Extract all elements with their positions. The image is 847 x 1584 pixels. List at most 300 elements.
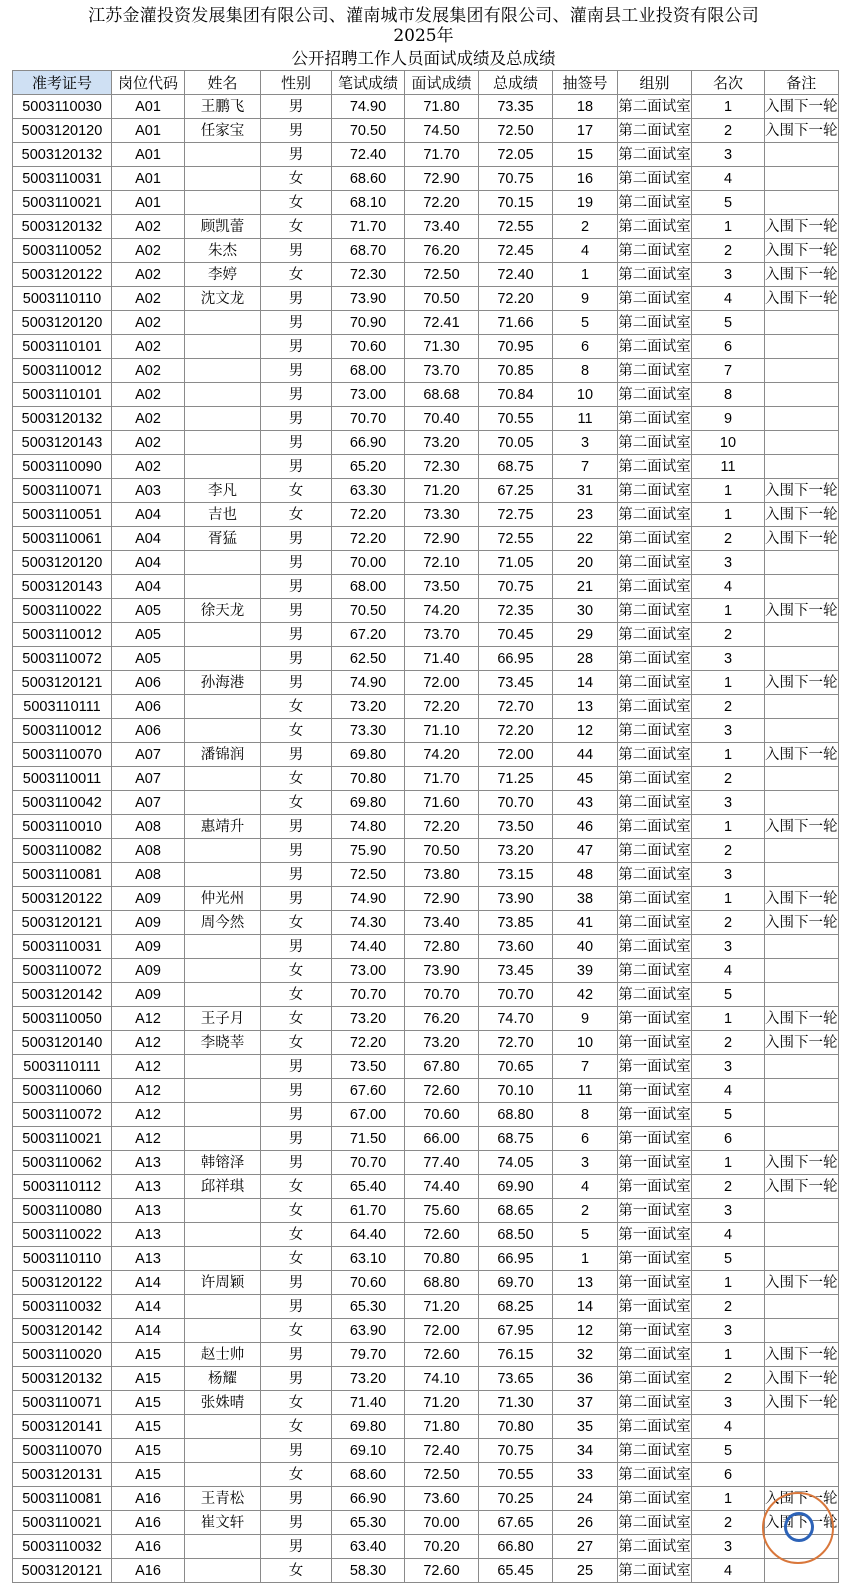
cell-total-score[interactable]: 70.25: [479, 1487, 553, 1511]
cell-gender[interactable]: 男: [261, 527, 332, 551]
cell-interview-score[interactable]: 70.50: [405, 287, 479, 311]
cell-group[interactable]: 第二面试室: [618, 1487, 692, 1511]
cell-remarks[interactable]: [765, 191, 839, 215]
cell-interview-score[interactable]: 71.40: [405, 647, 479, 671]
cell-group[interactable]: 第二面试室: [618, 671, 692, 695]
cell-interview-score[interactable]: 71.20: [405, 1391, 479, 1415]
cell-total-score[interactable]: 71.66: [479, 311, 553, 335]
cell-name[interactable]: [185, 1295, 261, 1319]
cell-written-score[interactable]: 73.00: [332, 959, 405, 983]
cell-name[interactable]: [185, 431, 261, 455]
cell-total-score[interactable]: 67.65: [479, 1511, 553, 1535]
cell-total-score[interactable]: 74.70: [479, 1007, 553, 1031]
cell-position-code[interactable]: A02: [112, 239, 185, 263]
cell-position-code[interactable]: A08: [112, 815, 185, 839]
cell-name[interactable]: 李凡: [185, 479, 261, 503]
cell-rank[interactable]: 3: [692, 935, 765, 959]
cell-written-score[interactable]: 73.90: [332, 287, 405, 311]
cell-rank[interactable]: 3: [692, 863, 765, 887]
cell-draw-number[interactable]: 13: [553, 1271, 618, 1295]
cell-interview-score[interactable]: 70.00: [405, 1511, 479, 1535]
cell-rank[interactable]: 2: [692, 1031, 765, 1055]
cell-total-score[interactable]: 72.45: [479, 239, 553, 263]
cell-remarks[interactable]: [765, 551, 839, 575]
cell-draw-number[interactable]: 4: [553, 1175, 618, 1199]
cell-rank[interactable]: 1: [692, 887, 765, 911]
cell-position-code[interactable]: A01: [112, 167, 185, 191]
cell-gender[interactable]: 女: [261, 167, 332, 191]
cell-total-score[interactable]: 70.75: [479, 575, 553, 599]
cell-draw-number[interactable]: 2: [553, 1199, 618, 1223]
cell-name[interactable]: [185, 1199, 261, 1223]
cell-name[interactable]: 王鹏飞: [185, 95, 261, 119]
cell-name[interactable]: 朱杰: [185, 239, 261, 263]
cell-name[interactable]: 王子月: [185, 1007, 261, 1031]
cell-gender[interactable]: 女: [261, 959, 332, 983]
cell-exam-number[interactable]: 5003110111: [13, 695, 112, 719]
cell-written-score[interactable]: 70.90: [332, 311, 405, 335]
cell-interview-score[interactable]: 73.70: [405, 623, 479, 647]
cell-interview-score[interactable]: 72.00: [405, 1319, 479, 1343]
cell-draw-number[interactable]: 2: [553, 215, 618, 239]
cell-written-score[interactable]: 71.70: [332, 215, 405, 239]
cell-group[interactable]: 第二面试室: [618, 191, 692, 215]
cell-written-score[interactable]: 69.80: [332, 743, 405, 767]
cell-group[interactable]: 第二面试室: [618, 695, 692, 719]
cell-written-score[interactable]: 71.40: [332, 1391, 405, 1415]
cell-written-score[interactable]: 72.30: [332, 263, 405, 287]
cell-gender[interactable]: 男: [261, 1343, 332, 1367]
cell-group[interactable]: 第二面试室: [618, 767, 692, 791]
cell-draw-number[interactable]: 11: [553, 407, 618, 431]
cell-interview-score[interactable]: 72.10: [405, 551, 479, 575]
cell-remarks[interactable]: [765, 1103, 839, 1127]
cell-exam-number[interactable]: 5003110080: [13, 1199, 112, 1223]
cell-exam-number[interactable]: 5003110090: [13, 455, 112, 479]
cell-name[interactable]: [185, 191, 261, 215]
cell-total-score[interactable]: 73.20: [479, 839, 553, 863]
cell-position-code[interactable]: A02: [112, 383, 185, 407]
cell-group[interactable]: 第二面试室: [618, 1463, 692, 1487]
cell-exam-number[interactable]: 5003110070: [13, 743, 112, 767]
cell-written-score[interactable]: 74.90: [332, 887, 405, 911]
cell-name[interactable]: [185, 1415, 261, 1439]
cell-total-score[interactable]: 69.70: [479, 1271, 553, 1295]
cell-gender[interactable]: 女: [261, 1463, 332, 1487]
cell-gender[interactable]: 男: [261, 383, 332, 407]
cell-remarks[interactable]: [765, 1463, 839, 1487]
cell-interview-score[interactable]: 68.80: [405, 1271, 479, 1295]
cell-position-code[interactable]: A09: [112, 959, 185, 983]
cell-position-code[interactable]: A04: [112, 551, 185, 575]
cell-rank[interactable]: 2: [692, 1175, 765, 1199]
cell-written-score[interactable]: 68.00: [332, 359, 405, 383]
cell-remarks[interactable]: [765, 863, 839, 887]
cell-name[interactable]: 杨耀: [185, 1367, 261, 1391]
cell-group[interactable]: 第二面试室: [618, 479, 692, 503]
cell-draw-number[interactable]: 14: [553, 1295, 618, 1319]
cell-remarks[interactable]: 入围下一轮: [765, 815, 839, 839]
cell-group[interactable]: 第一面试室: [618, 1271, 692, 1295]
cell-rank[interactable]: 4: [692, 167, 765, 191]
cell-interview-score[interactable]: 73.70: [405, 359, 479, 383]
cell-written-score[interactable]: 73.50: [332, 1055, 405, 1079]
cell-gender[interactable]: 男: [261, 815, 332, 839]
cell-exam-number[interactable]: 5003120120: [13, 551, 112, 575]
cell-interview-score[interactable]: 71.10: [405, 719, 479, 743]
cell-gender[interactable]: 男: [261, 407, 332, 431]
cell-total-score[interactable]: 76.15: [479, 1343, 553, 1367]
cell-total-score[interactable]: 68.65: [479, 1199, 553, 1223]
cell-gender[interactable]: 女: [261, 1247, 332, 1271]
cell-rank[interactable]: 5: [692, 191, 765, 215]
cell-remarks[interactable]: 入围下一轮: [765, 1367, 839, 1391]
cell-position-code[interactable]: A13: [112, 1223, 185, 1247]
cell-name[interactable]: [185, 311, 261, 335]
cell-rank[interactable]: 3: [692, 551, 765, 575]
cell-remarks[interactable]: [765, 1319, 839, 1343]
cell-written-score[interactable]: 69.10: [332, 1439, 405, 1463]
cell-exam-number[interactable]: 5003120121: [13, 911, 112, 935]
cell-name[interactable]: [185, 383, 261, 407]
cell-remarks[interactable]: 入围下一轮: [765, 95, 839, 119]
cell-remarks[interactable]: [765, 1415, 839, 1439]
cell-rank[interactable]: 6: [692, 1463, 765, 1487]
cell-exam-number[interactable]: 5003110072: [13, 647, 112, 671]
cell-draw-number[interactable]: 9: [553, 1007, 618, 1031]
cell-written-score[interactable]: 62.50: [332, 647, 405, 671]
cell-draw-number[interactable]: 10: [553, 383, 618, 407]
cell-exam-number[interactable]: 5003110021: [13, 1511, 112, 1535]
cell-position-code[interactable]: A01: [112, 191, 185, 215]
cell-remarks[interactable]: 入围下一轮: [765, 239, 839, 263]
cell-total-score[interactable]: 72.50: [479, 119, 553, 143]
cell-exam-number[interactable]: 5003110021: [13, 191, 112, 215]
cell-interview-score[interactable]: 72.90: [405, 527, 479, 551]
cell-gender[interactable]: 男: [261, 1511, 332, 1535]
cell-position-code[interactable]: A09: [112, 911, 185, 935]
cell-remarks[interactable]: [765, 575, 839, 599]
cell-group[interactable]: 第一面试室: [618, 1247, 692, 1271]
cell-gender[interactable]: 女: [261, 1415, 332, 1439]
cell-rank[interactable]: 1: [692, 479, 765, 503]
cell-written-score[interactable]: 69.80: [332, 1415, 405, 1439]
cell-name[interactable]: [185, 359, 261, 383]
cell-total-score[interactable]: 70.10: [479, 1079, 553, 1103]
cell-total-score[interactable]: 72.20: [479, 287, 553, 311]
cell-gender[interactable]: 男: [261, 1055, 332, 1079]
cell-interview-score[interactable]: 72.50: [405, 1463, 479, 1487]
cell-remarks[interactable]: 入围下一轮: [765, 1175, 839, 1199]
cell-name[interactable]: [185, 1559, 261, 1583]
cell-total-score[interactable]: 67.25: [479, 479, 553, 503]
cell-interview-score[interactable]: 72.60: [405, 1343, 479, 1367]
cell-remarks[interactable]: [765, 935, 839, 959]
cell-total-score[interactable]: 66.95: [479, 647, 553, 671]
cell-gender[interactable]: 男: [261, 1151, 332, 1175]
cell-exam-number[interactable]: 5003120132: [13, 1367, 112, 1391]
cell-group[interactable]: 第二面试室: [618, 455, 692, 479]
cell-remarks[interactable]: [765, 167, 839, 191]
cell-interview-score[interactable]: 68.68: [405, 383, 479, 407]
cell-group[interactable]: 第二面试室: [618, 839, 692, 863]
cell-draw-number[interactable]: 12: [553, 719, 618, 743]
cell-remarks[interactable]: [765, 383, 839, 407]
cell-gender[interactable]: 女: [261, 263, 332, 287]
cell-exam-number[interactable]: 5003110051: [13, 503, 112, 527]
cell-interview-score[interactable]: 74.10: [405, 1367, 479, 1391]
cell-interview-score[interactable]: 72.41: [405, 311, 479, 335]
cell-position-code[interactable]: A16: [112, 1511, 185, 1535]
cell-interview-score[interactable]: 72.20: [405, 191, 479, 215]
cell-name[interactable]: 许周颖: [185, 1271, 261, 1295]
cell-remarks[interactable]: [765, 647, 839, 671]
cell-rank[interactable]: 3: [692, 719, 765, 743]
cell-draw-number[interactable]: 11: [553, 1079, 618, 1103]
cell-group[interactable]: 第一面试室: [618, 1175, 692, 1199]
cell-name[interactable]: 惠靖升: [185, 815, 261, 839]
cell-interview-score[interactable]: 73.90: [405, 959, 479, 983]
cell-name[interactable]: [185, 1535, 261, 1559]
cell-written-score[interactable]: 79.70: [332, 1343, 405, 1367]
cell-name[interactable]: [185, 1319, 261, 1343]
cell-interview-score[interactable]: 70.50: [405, 839, 479, 863]
cell-gender[interactable]: 女: [261, 1559, 332, 1583]
cell-position-code[interactable]: A02: [112, 431, 185, 455]
cell-name[interactable]: [185, 719, 261, 743]
cell-remarks[interactable]: [765, 791, 839, 815]
header-total-score[interactable]: 总成绩: [479, 71, 553, 95]
cell-group[interactable]: 第一面试室: [618, 1103, 692, 1127]
cell-exam-number[interactable]: 5003110081: [13, 1487, 112, 1511]
cell-remarks[interactable]: 入围下一轮: [765, 887, 839, 911]
cell-rank[interactable]: 1: [692, 599, 765, 623]
cell-gender[interactable]: 男: [261, 1439, 332, 1463]
cell-exam-number[interactable]: 5003110101: [13, 383, 112, 407]
cell-draw-number[interactable]: 46: [553, 815, 618, 839]
cell-draw-number[interactable]: 10: [553, 1031, 618, 1055]
cell-remarks[interactable]: [765, 959, 839, 983]
cell-group[interactable]: 第二面试室: [618, 95, 692, 119]
cell-name[interactable]: [185, 143, 261, 167]
cell-group[interactable]: 第二面试室: [618, 623, 692, 647]
cell-interview-score[interactable]: 72.00: [405, 671, 479, 695]
cell-exam-number[interactable]: 5003110072: [13, 959, 112, 983]
cell-position-code[interactable]: A16: [112, 1487, 185, 1511]
cell-group[interactable]: 第二面试室: [618, 263, 692, 287]
cell-group[interactable]: 第二面试室: [618, 359, 692, 383]
cell-exam-number[interactable]: 5003120121: [13, 671, 112, 695]
cell-total-score[interactable]: 65.45: [479, 1559, 553, 1583]
cell-position-code[interactable]: A06: [112, 671, 185, 695]
cell-position-code[interactable]: A16: [112, 1559, 185, 1583]
cell-group[interactable]: 第二面试室: [618, 983, 692, 1007]
cell-name[interactable]: 王青松: [185, 1487, 261, 1511]
cell-interview-score[interactable]: 72.50: [405, 263, 479, 287]
cell-interview-score[interactable]: 71.20: [405, 1295, 479, 1319]
cell-interview-score[interactable]: 71.60: [405, 791, 479, 815]
cell-draw-number[interactable]: 42: [553, 983, 618, 1007]
cell-gender[interactable]: 男: [261, 647, 332, 671]
cell-position-code[interactable]: A04: [112, 503, 185, 527]
cell-written-score[interactable]: 70.60: [332, 335, 405, 359]
cell-draw-number[interactable]: 44: [553, 743, 618, 767]
cell-total-score[interactable]: 67.95: [479, 1319, 553, 1343]
cell-remarks[interactable]: [765, 143, 839, 167]
cell-written-score[interactable]: 73.20: [332, 1007, 405, 1031]
cell-rank[interactable]: 3: [692, 263, 765, 287]
cell-group[interactable]: 第二面试室: [618, 719, 692, 743]
cell-group[interactable]: 第一面试室: [618, 1007, 692, 1031]
cell-rank[interactable]: 5: [692, 1103, 765, 1127]
cell-written-score[interactable]: 70.70: [332, 407, 405, 431]
cell-gender[interactable]: 男: [261, 143, 332, 167]
cell-interview-score[interactable]: 71.20: [405, 479, 479, 503]
cell-draw-number[interactable]: 6: [553, 335, 618, 359]
cell-written-score[interactable]: 68.60: [332, 167, 405, 191]
cell-interview-score[interactable]: 71.80: [405, 1415, 479, 1439]
cell-remarks[interactable]: [765, 1055, 839, 1079]
cell-interview-score[interactable]: 73.20: [405, 431, 479, 455]
cell-group[interactable]: 第二面试室: [618, 287, 692, 311]
cell-total-score[interactable]: 74.05: [479, 1151, 553, 1175]
cell-group[interactable]: 第一面试室: [618, 1031, 692, 1055]
cell-name[interactable]: [185, 551, 261, 575]
cell-exam-number[interactable]: 5003110072: [13, 1103, 112, 1127]
cell-draw-number[interactable]: 16: [553, 167, 618, 191]
cell-remarks[interactable]: 入围下一轮: [765, 1391, 839, 1415]
cell-remarks[interactable]: 入围下一轮: [765, 1487, 839, 1511]
cell-interview-score[interactable]: 74.50: [405, 119, 479, 143]
cell-interview-score[interactable]: 74.20: [405, 743, 479, 767]
cell-name[interactable]: [185, 1439, 261, 1463]
header-group[interactable]: 组别: [618, 71, 692, 95]
cell-written-score[interactable]: 70.00: [332, 551, 405, 575]
cell-gender[interactable]: 女: [261, 479, 332, 503]
cell-gender[interactable]: 男: [261, 1367, 332, 1391]
cell-total-score[interactable]: 70.55: [479, 407, 553, 431]
cell-gender[interactable]: 男: [261, 455, 332, 479]
cell-draw-number[interactable]: 36: [553, 1367, 618, 1391]
cell-group[interactable]: 第二面试室: [618, 1511, 692, 1535]
cell-written-score[interactable]: 74.90: [332, 95, 405, 119]
cell-name[interactable]: 任家宝: [185, 119, 261, 143]
cell-position-code[interactable]: A03: [112, 479, 185, 503]
cell-remarks[interactable]: [765, 1247, 839, 1271]
cell-interview-score[interactable]: 67.80: [405, 1055, 479, 1079]
cell-name[interactable]: 沈文龙: [185, 287, 261, 311]
cell-exam-number[interactable]: 5003120142: [13, 983, 112, 1007]
cell-position-code[interactable]: A15: [112, 1391, 185, 1415]
cell-name[interactable]: [185, 839, 261, 863]
cell-remarks[interactable]: 入围下一轮: [765, 503, 839, 527]
cell-total-score[interactable]: 70.75: [479, 167, 553, 191]
cell-name[interactable]: 孙海港: [185, 671, 261, 695]
cell-gender[interactable]: 男: [261, 863, 332, 887]
cell-remarks[interactable]: 入围下一轮: [765, 911, 839, 935]
cell-rank[interactable]: 4: [692, 287, 765, 311]
cell-remarks[interactable]: [765, 983, 839, 1007]
cell-total-score[interactable]: 71.30: [479, 1391, 553, 1415]
cell-interview-score[interactable]: 71.80: [405, 95, 479, 119]
cell-rank[interactable]: 2: [692, 767, 765, 791]
cell-position-code[interactable]: A12: [112, 1079, 185, 1103]
cell-rank[interactable]: 1: [692, 503, 765, 527]
cell-group[interactable]: 第二面试室: [618, 311, 692, 335]
cell-name[interactable]: [185, 983, 261, 1007]
cell-exam-number[interactable]: 5003110050: [13, 1007, 112, 1031]
cell-rank[interactable]: 3: [692, 1199, 765, 1223]
cell-group[interactable]: 第一面试室: [618, 1319, 692, 1343]
cell-exam-number[interactable]: 5003110022: [13, 1223, 112, 1247]
header-remarks[interactable]: 备注: [765, 71, 839, 95]
cell-position-code[interactable]: A02: [112, 263, 185, 287]
cell-group[interactable]: 第二面试室: [618, 1343, 692, 1367]
cell-name[interactable]: 李婷: [185, 263, 261, 287]
cell-written-score[interactable]: 61.70: [332, 1199, 405, 1223]
cell-written-score[interactable]: 72.50: [332, 863, 405, 887]
cell-name[interactable]: [185, 1103, 261, 1127]
cell-remarks[interactable]: [765, 1079, 839, 1103]
cell-exam-number[interactable]: 5003120121: [13, 1559, 112, 1583]
cell-interview-score[interactable]: 77.40: [405, 1151, 479, 1175]
cell-gender[interactable]: 女: [261, 983, 332, 1007]
cell-name[interactable]: [185, 935, 261, 959]
cell-group[interactable]: 第二面试室: [618, 863, 692, 887]
cell-exam-number[interactable]: 5003110052: [13, 239, 112, 263]
cell-draw-number[interactable]: 5: [553, 311, 618, 335]
cell-draw-number[interactable]: 13: [553, 695, 618, 719]
cell-exam-number[interactable]: 5003110022: [13, 599, 112, 623]
cell-draw-number[interactable]: 26: [553, 1511, 618, 1535]
cell-interview-score[interactable]: 71.70: [405, 143, 479, 167]
cell-draw-number[interactable]: 9: [553, 287, 618, 311]
cell-remarks[interactable]: [765, 359, 839, 383]
cell-position-code[interactable]: A01: [112, 119, 185, 143]
cell-gender[interactable]: 男: [261, 599, 332, 623]
cell-interview-score[interactable]: 72.40: [405, 1439, 479, 1463]
cell-draw-number[interactable]: 41: [553, 911, 618, 935]
cell-draw-number[interactable]: 3: [553, 431, 618, 455]
cell-name[interactable]: [185, 1223, 261, 1247]
cell-interview-score[interactable]: 75.60: [405, 1199, 479, 1223]
cell-exam-number[interactable]: 5003110010: [13, 815, 112, 839]
cell-draw-number[interactable]: 40: [553, 935, 618, 959]
cell-gender[interactable]: 男: [261, 1079, 332, 1103]
cell-interview-score[interactable]: 72.60: [405, 1559, 479, 1583]
cell-gender[interactable]: 男: [261, 743, 332, 767]
cell-gender[interactable]: 男: [261, 311, 332, 335]
cell-written-score[interactable]: 65.20: [332, 455, 405, 479]
cell-remarks[interactable]: 入围下一轮: [765, 287, 839, 311]
cell-group[interactable]: 第一面试室: [618, 1055, 692, 1079]
cell-position-code[interactable]: A12: [112, 1103, 185, 1127]
cell-interview-score[interactable]: 70.60: [405, 1103, 479, 1127]
cell-written-score[interactable]: 63.90: [332, 1319, 405, 1343]
cell-interview-score[interactable]: 76.20: [405, 239, 479, 263]
cell-total-score[interactable]: 73.90: [479, 887, 553, 911]
cell-total-score[interactable]: 72.05: [479, 143, 553, 167]
cell-name[interactable]: 赵士帅: [185, 1343, 261, 1367]
cell-group[interactable]: 第二面试室: [618, 599, 692, 623]
cell-rank[interactable]: 5: [692, 311, 765, 335]
cell-draw-number[interactable]: 24: [553, 1487, 618, 1511]
cell-remarks[interactable]: 入围下一轮: [765, 1007, 839, 1031]
cell-remarks[interactable]: [765, 1127, 839, 1151]
cell-total-score[interactable]: 72.70: [479, 1031, 553, 1055]
cell-total-score[interactable]: 66.80: [479, 1535, 553, 1559]
cell-exam-number[interactable]: 5003110110: [13, 1247, 112, 1271]
